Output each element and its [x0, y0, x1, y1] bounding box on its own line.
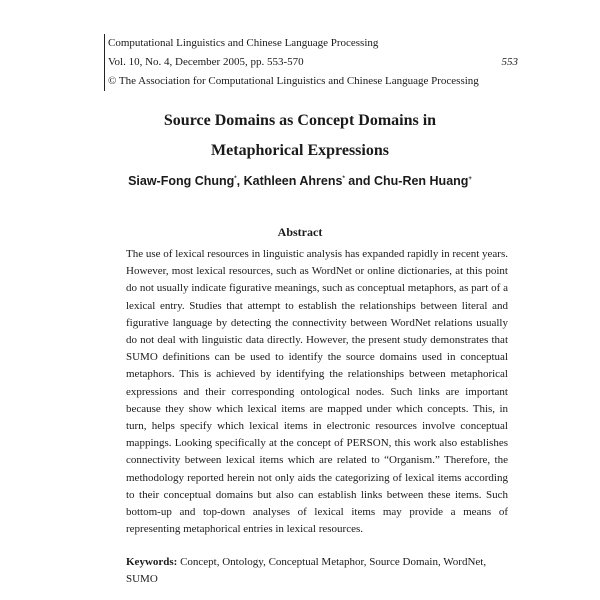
paper-title — [0, 106, 600, 166]
journal-header — [104, 34, 520, 91]
author-name: Chu-Ren Huang — [373, 174, 469, 188]
author-name: Kathleen Ahrens — [243, 174, 343, 188]
keywords-list: Concept, Ontology, Conceptual Metaphor, Source Domain, WordNet, SUMO — [126, 556, 487, 585]
affiliation-mark: + — [468, 176, 472, 182]
author-list — [0, 174, 600, 188]
copyright-line: © The Association for Computational Linguistics and Chinese Language Processing — [108, 75, 479, 87]
page-number: 553 — [501, 56, 518, 68]
volume-info: Vol. 10, No. 4, December 2005, pp. 553-570 — [108, 56, 304, 68]
title-line-2: Metaphorical Expressions — [211, 142, 389, 159]
keywords — [126, 554, 508, 588]
journal-name: Computational Linguistics and Chinese Language Processing — [108, 37, 379, 49]
abstract-heading: Abstract — [277, 225, 323, 239]
abstract-text: The use of lexical resources in linguistic analysis has expanded rapidly in recent years. However, most lexical resources, such as WordNet or online dictionaries, at this point do not usually indicate figurative meanings, such as conceptual metaphors, as part of a lexical entry. Studies that attempt to establish the relationships between literal and figurative language by detecting the connectivity between WordNet relations usually do not deal with linguistic data directly. However, the present study demonstrates that SUMO definitions can be used to identify the source domains used in conceptual metaphors. This is achieved by identifying the relationships between metaphorical expressions and their corresponding ontological nodes. Such links are important because they show which lexical items are mapped under which concepts. This, in turn, helps specify which lexical items in electronic resources involve conceptual mappings. Looking specifically at the concept of PERSON, this work also establishes connectivity between lexical items which are related to “Organism.” Therefore, the methodology reported herein not only aids the categorizing of lexical items according to their conceptual domains but also can establish links between these items. Such bottom-up and top-down analyses of lexical items may provide a means of representing metaphorical entries in lexical resources. — [126, 248, 508, 536]
affiliation-mark: * — [342, 176, 345, 182]
author-name: Siaw-Fong Chung — [128, 174, 235, 188]
author-separator: , — [236, 174, 244, 188]
affiliation-mark: * — [234, 176, 237, 182]
title-line-1: Source Domains as Concept Domains in — [163, 112, 437, 129]
author-separator: and — [344, 174, 374, 188]
keywords-label: Keywords: — [126, 556, 178, 568]
